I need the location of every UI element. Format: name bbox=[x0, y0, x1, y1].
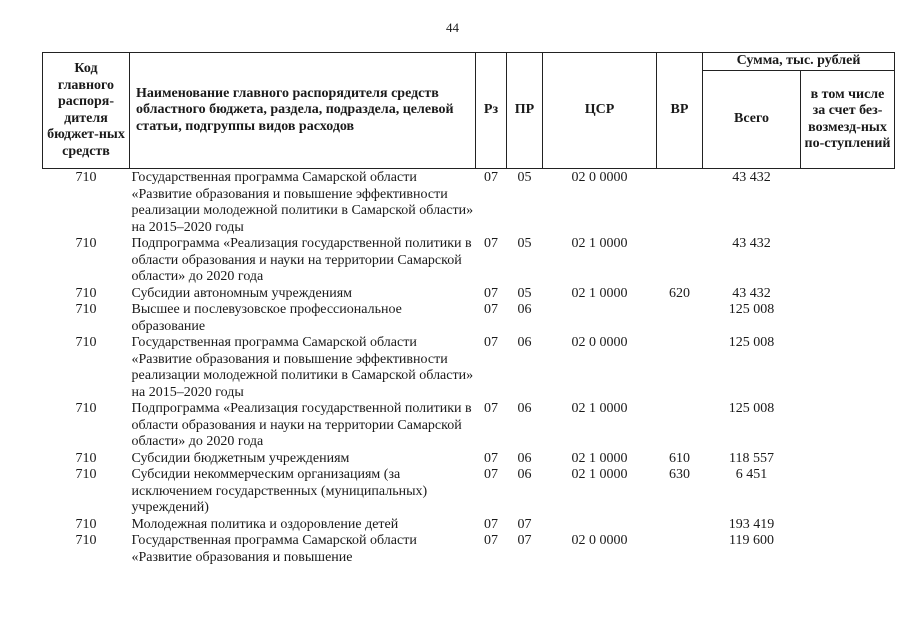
table-body bbox=[43, 169, 895, 567]
cell-vr bbox=[657, 302, 703, 335]
cell-vr bbox=[657, 236, 703, 286]
cell-rz: 07 bbox=[484, 335, 498, 350]
cell-code: 710 bbox=[75, 450, 97, 466]
cell-csr: 02 1 0000 bbox=[571, 467, 628, 482]
cell-pr: 05 bbox=[517, 236, 532, 251]
cell-total: 119 600 bbox=[729, 533, 774, 548]
cell-vr bbox=[657, 335, 703, 401]
cell-incl bbox=[801, 467, 895, 517]
cell-incl bbox=[801, 533, 895, 566]
cell-pr: 06 bbox=[517, 450, 532, 466]
cell-incl bbox=[801, 286, 895, 303]
cell-name: Субсидии автономным учреждениям bbox=[131, 285, 353, 301]
table-row bbox=[43, 467, 895, 517]
cell-incl bbox=[801, 169, 895, 237]
header-sum: Сумма, тыс. рублей bbox=[703, 53, 895, 71]
header-csr: ЦСР bbox=[543, 53, 657, 169]
cell-name: Подпрограмма «Реализация государственной политики в области образования и науки на территории Самарской области» до 2020 года bbox=[131, 401, 472, 449]
cell-csr: 02 0 0000 bbox=[571, 533, 628, 548]
cell-rz: 07 bbox=[484, 170, 498, 185]
header-name: Наименование главного распорядителя средств областного бюджета, раздела, подраздела, целевой статьи, подгруппы видов расходов bbox=[130, 53, 476, 169]
table-row bbox=[43, 451, 895, 468]
cell-incl bbox=[801, 401, 895, 451]
cell-total: 125 008 bbox=[728, 335, 775, 350]
cell-code: 710 bbox=[75, 170, 97, 185]
budget-table bbox=[42, 52, 895, 566]
cell-rz: 07 bbox=[484, 401, 498, 416]
cell-csr: 02 0 0000 bbox=[571, 170, 628, 185]
cell-code: 710 bbox=[75, 335, 97, 350]
cell-total: 125 008 bbox=[728, 401, 775, 416]
cell-vr bbox=[657, 169, 703, 237]
header-rz: Рз bbox=[476, 53, 507, 169]
cell-total: 6 451 bbox=[735, 467, 768, 482]
cell-name: Государственная программа Самарской области «Развитие образования и повышение эффективности реализации молодежной политики в Самарской области» на 2015–2020 годы bbox=[131, 335, 474, 400]
cell-vr bbox=[657, 401, 703, 451]
cell-pr: 06 bbox=[517, 467, 532, 482]
cell-name: Молодежная политика и оздоровление детей bbox=[131, 516, 399, 532]
cell-rz: 07 bbox=[484, 236, 498, 251]
header-code: Код главного распоря-дителя бюджет-ных средств bbox=[43, 53, 130, 169]
cell-rz: 07 bbox=[484, 450, 498, 466]
table-row bbox=[43, 286, 895, 303]
cell-csr: 02 1 0000 bbox=[571, 450, 628, 466]
cell-csr bbox=[543, 302, 657, 335]
cell-incl bbox=[801, 236, 895, 286]
cell-vr bbox=[657, 533, 703, 566]
header-pr: ПР bbox=[507, 53, 543, 169]
table-row bbox=[43, 169, 895, 237]
cell-pr: 05 bbox=[517, 170, 532, 185]
table-row bbox=[43, 401, 895, 451]
cell-vr: 620 bbox=[669, 285, 690, 301]
header-total: Всего bbox=[703, 71, 801, 169]
cell-name: Государственная программа Самарской области «Развитие образования и повышение bbox=[131, 533, 417, 565]
table-row bbox=[43, 517, 895, 534]
cell-name: Субсидии некоммерческим организациям (за исключением государственных (муниципальных) учреждений) bbox=[131, 467, 428, 515]
cell-csr: 02 0 0000 bbox=[571, 335, 628, 350]
header-vr: ВР bbox=[657, 53, 703, 169]
cell-pr: 06 bbox=[517, 401, 532, 416]
cell-total: 43 432 bbox=[732, 285, 771, 301]
cell-name: Высшее и послевузовское профессиональное образование bbox=[131, 302, 402, 334]
cell-vr: 630 bbox=[669, 467, 690, 482]
cell-name: Подпрограмма «Реализация государственной политики в области образования и науки на территории Самарской области» до 2020 года bbox=[131, 236, 472, 284]
cell-rz: 07 bbox=[484, 302, 498, 317]
cell-pr: 05 bbox=[517, 285, 532, 301]
cell-code: 710 bbox=[75, 236, 97, 251]
cell-incl bbox=[801, 335, 895, 401]
cell-csr: 02 1 0000 bbox=[571, 401, 628, 416]
cell-rz: 07 bbox=[484, 533, 498, 548]
cell-pr: 07 bbox=[517, 516, 532, 532]
cell-code: 710 bbox=[75, 516, 97, 532]
cell-code: 710 bbox=[75, 285, 97, 301]
cell-rz: 07 bbox=[484, 285, 498, 301]
cell-csr: 02 1 0000 bbox=[571, 236, 628, 251]
cell-vr: 610 bbox=[669, 450, 690, 466]
cell-code: 710 bbox=[75, 401, 97, 416]
cell-rz: 07 bbox=[484, 516, 498, 532]
cell-pr: 06 bbox=[517, 335, 532, 350]
cell-name: Государственная программа Самарской области «Развитие образования и повышение эффективности реализации молодежной политики в Самарской области» на 2015–2020 годы bbox=[131, 170, 474, 235]
cell-code: 710 bbox=[75, 302, 97, 317]
table-header bbox=[43, 53, 895, 169]
cell-code: 710 bbox=[75, 467, 97, 482]
cell-total: 193 419 bbox=[728, 516, 775, 532]
cell-csr bbox=[543, 517, 657, 534]
table-row bbox=[43, 302, 895, 335]
header-incl: в том числе за счет без-возмезд-ных по-ступлений bbox=[801, 71, 895, 169]
table-row bbox=[43, 335, 895, 401]
table-row bbox=[43, 236, 895, 286]
cell-vr bbox=[657, 517, 703, 534]
cell-incl bbox=[801, 517, 895, 534]
cell-name: Субсидии бюджетным учреждениям bbox=[131, 450, 350, 466]
cell-pr: 07 bbox=[517, 533, 532, 548]
page-number: 44 bbox=[446, 20, 459, 35]
cell-incl bbox=[801, 451, 895, 468]
cell-incl bbox=[801, 302, 895, 335]
cell-pr: 06 bbox=[517, 302, 532, 317]
cell-total: 118 557 bbox=[729, 450, 774, 466]
cell-csr: 02 1 0000 bbox=[571, 285, 628, 301]
cell-code: 710 bbox=[75, 533, 97, 548]
cell-total: 43 432 bbox=[732, 236, 771, 251]
cell-total: 125 008 bbox=[728, 302, 775, 317]
cell-total: 43 432 bbox=[732, 170, 771, 185]
table-row bbox=[43, 533, 895, 566]
cell-rz: 07 bbox=[484, 467, 498, 482]
